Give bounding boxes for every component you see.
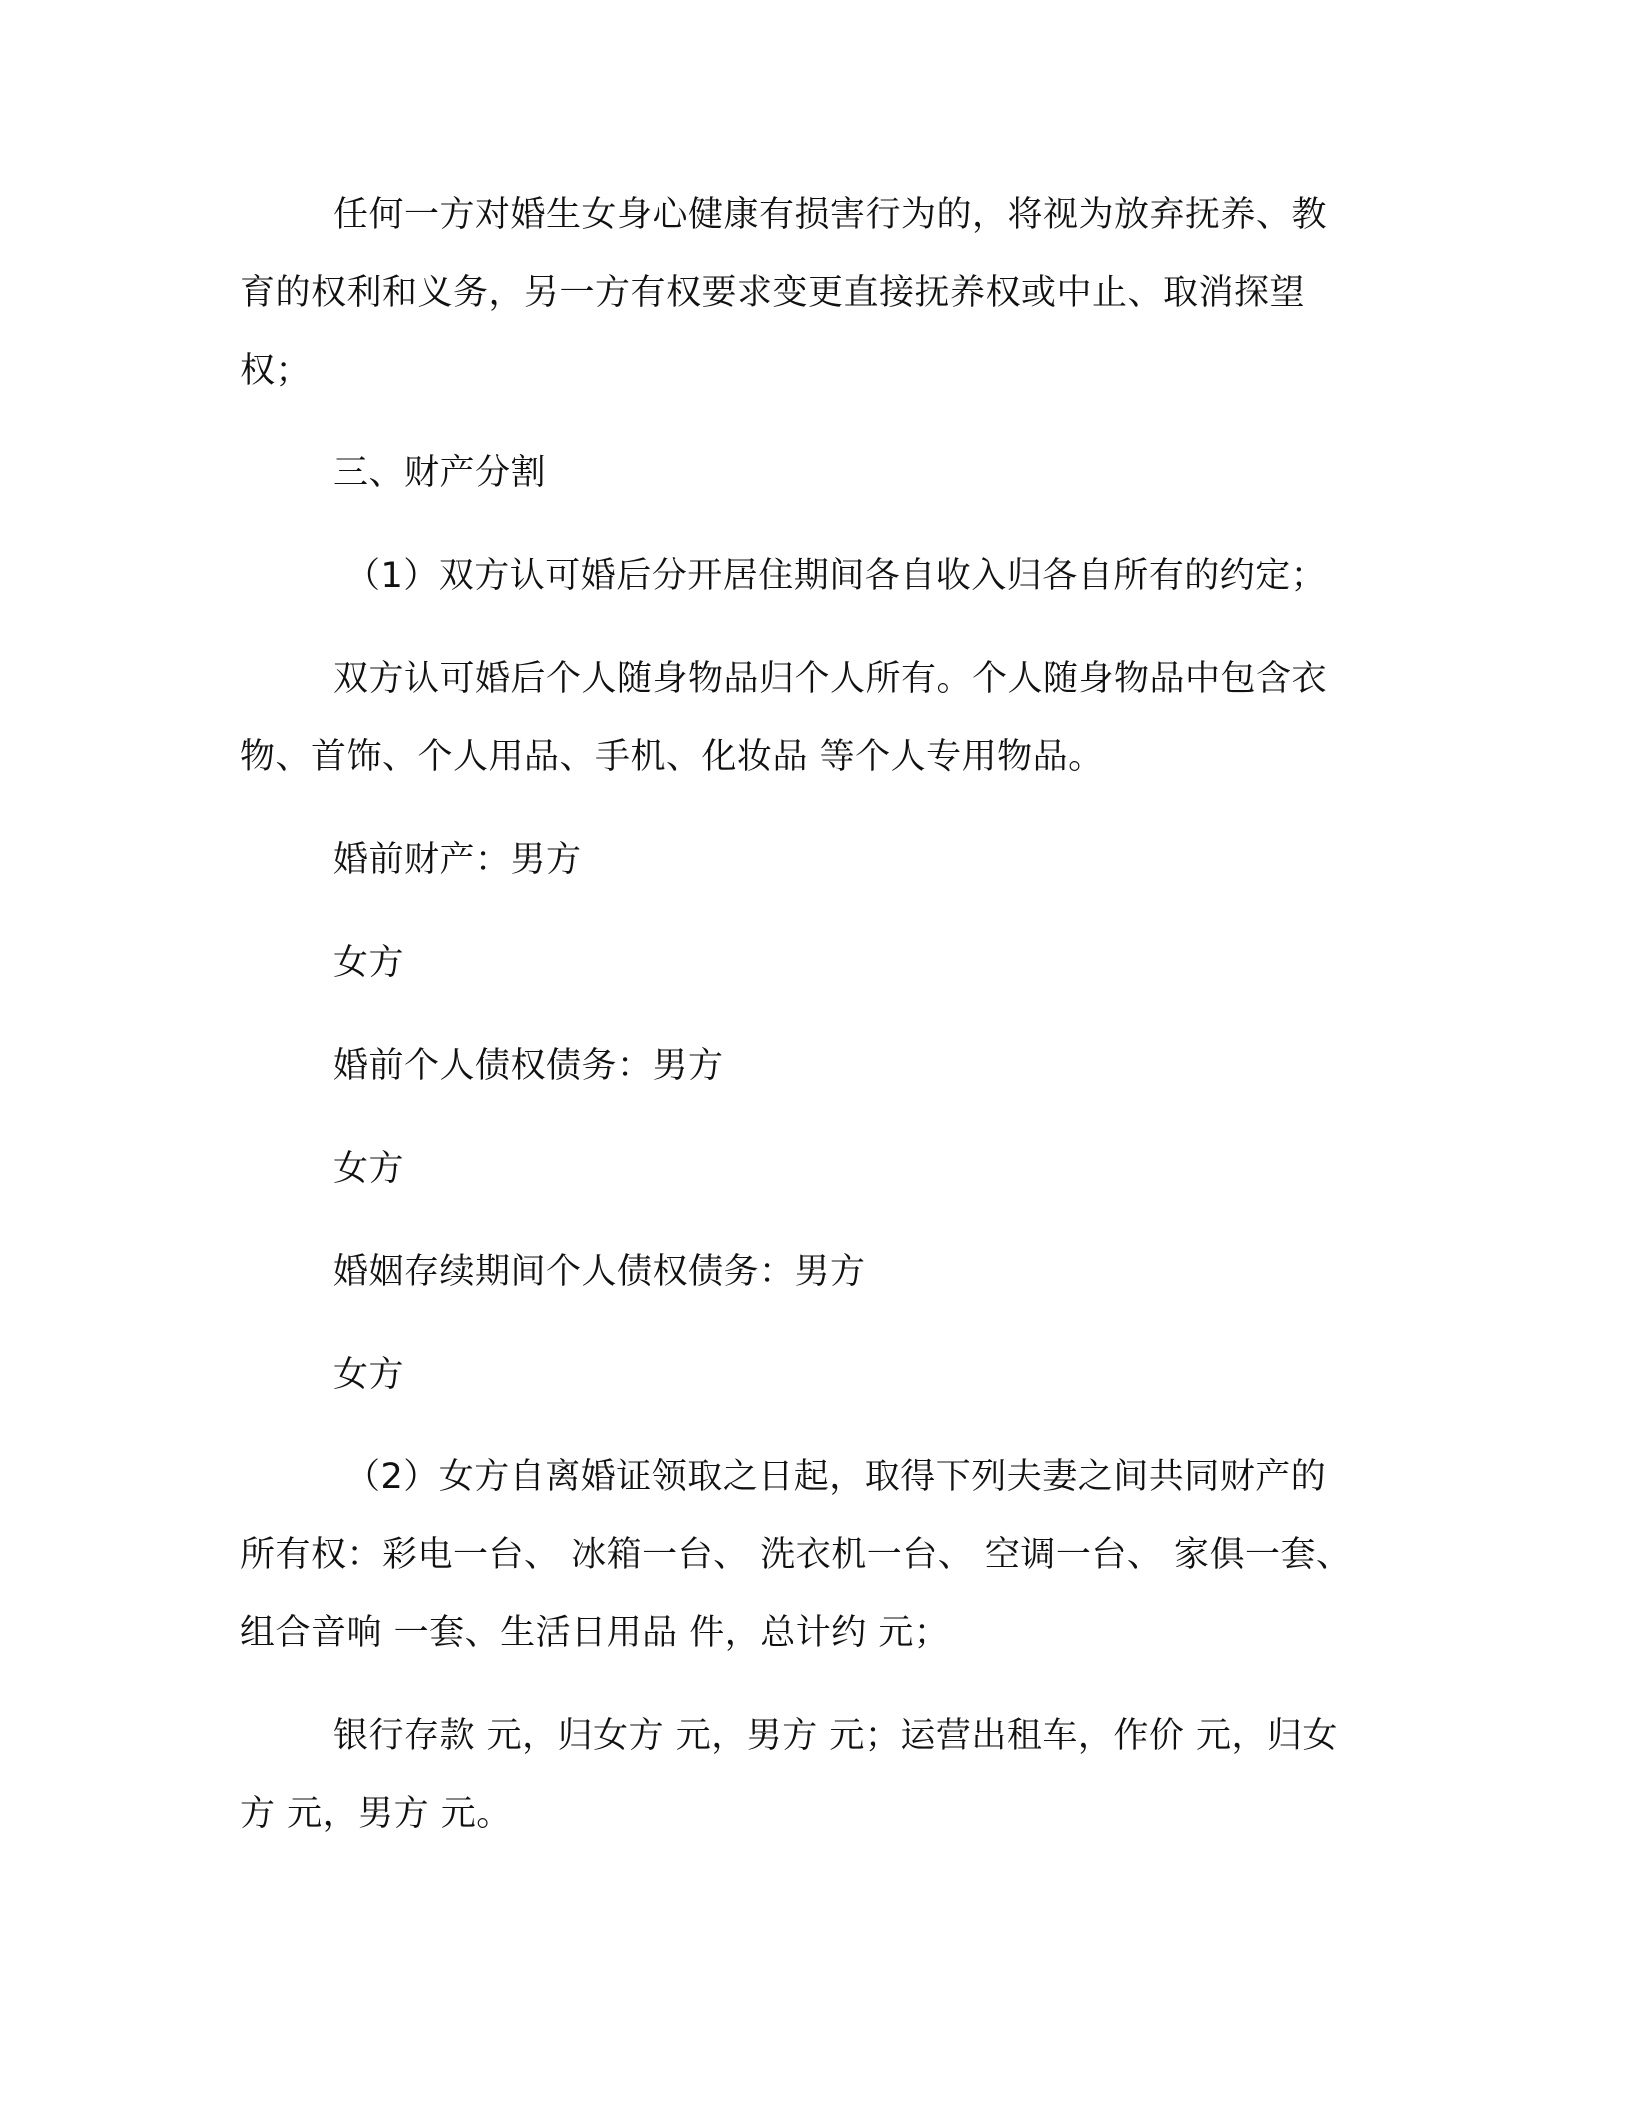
paragraph-line: 婚前财产：男方 [333,840,582,880]
section-heading: 三、财产分割 [333,453,547,493]
paragraph-line: 权； [240,351,312,391]
paragraph-line: 女方 [333,943,405,983]
paragraph-line: 婚前个人债权债务：男方 [333,1046,724,1086]
paragraph-line: 任何一方对婚生女身心健康有损害行为的，将视为放弃抚养、教 [333,195,1328,235]
paragraph-line: 所有权：彩电一台、 冰箱一台、 洗衣机一台、 空调一台、 家俱一套、 [240,1535,1352,1575]
paragraph-line: 物、首饰、个人用品、手机、化妆品 等个人专用物品。 [240,737,1104,777]
paragraph-line: 婚姻存续期间个人债权债务：男方 [333,1252,866,1292]
paragraph-line: 方 元，男方 元。 [240,1794,512,1834]
paragraph-line: 双方认可婚后个人随身物品归个人所有。个人随身物品中包含衣 [333,659,1328,699]
paragraph-line: 银行存款 元，归女方 元，男方 元；运营出租车，作价 元，归女 [333,1716,1339,1756]
paragraph-line: 女方 [333,1355,405,1395]
paragraph-line: 组合音响 一套、生活日用品 件，总计约 元； [240,1613,950,1653]
paragraph-line: （1）双方认可婚后分开居住期间各自收入归各自所有的约定； [345,556,1327,596]
paragraph-line: （2）女方自离婚证领取之日起，取得下列夫妻之间共同财产的 [345,1457,1327,1497]
paragraph-line: 女方 [333,1149,405,1189]
paragraph-line: 育的权利和义务，另一方有权要求变更直接抚养权或中止、取消探望 [240,273,1306,313]
